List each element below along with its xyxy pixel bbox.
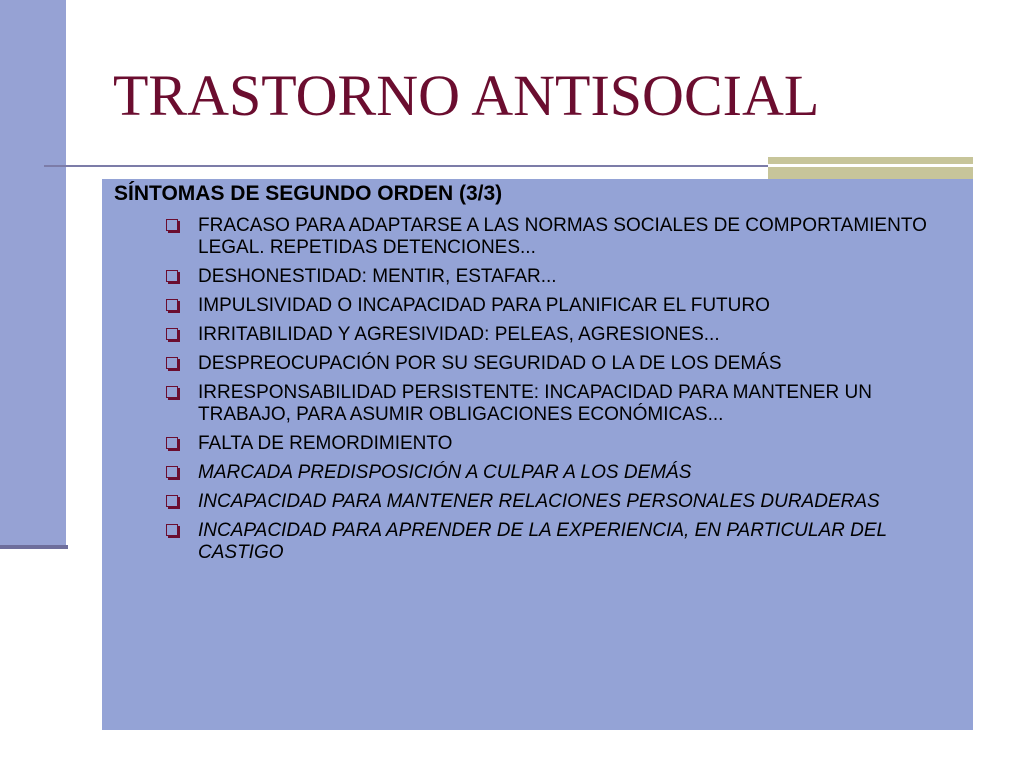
accent-bar xyxy=(768,157,973,179)
checkbox-icon xyxy=(166,219,178,231)
slide-title: TRASTORNO ANTISOCIAL xyxy=(113,63,820,128)
checkbox-icon xyxy=(166,386,178,398)
bullet-text: IRRITABILIDAD Y AGRESIVIDAD: PELEAS, AGRESIONES... xyxy=(198,324,720,345)
bullet-text: FALTA DE REMORDIMIENTO xyxy=(198,433,453,454)
bullet-item xyxy=(166,491,966,513)
bullet-text: INCAPACIDAD PARA APRENDER DE LA EXPERIENCIA, EN PARTICULAR DEL CASTIGO xyxy=(198,520,887,563)
left-bar-edge xyxy=(0,545,68,549)
bullet-item xyxy=(166,520,966,564)
bullet-item xyxy=(166,215,966,259)
bullet-item xyxy=(166,462,966,484)
bullet-item xyxy=(166,324,966,346)
bullet-text: DESPREOCUPACIÓN POR SU SEGURIDAD O LA DE LOS DEMÁS xyxy=(198,353,782,374)
checkbox-icon xyxy=(166,299,178,311)
bullet-item xyxy=(166,295,966,317)
checkbox-icon xyxy=(166,270,178,282)
left-decorative-bar xyxy=(0,0,66,545)
section-heading: SÍNTOMAS DE SEGUNDO ORDEN (3/3) xyxy=(114,182,503,205)
bullet-text: IMPULSIVIDAD O INCAPACIDAD PARA PLANIFICAR EL FUTURO xyxy=(198,295,770,316)
bullet-item xyxy=(166,266,966,288)
bullet-text: IRRESPONSABILIDAD PERSISTENTE: INCAPACIDAD PARA MANTENER UN TRABAJO, PARA ASUMIR OBLIGACIONES ECONÓMICAS... xyxy=(198,382,872,425)
bullet-text: DESHONESTIDAD: MENTIR, ESTAFAR... xyxy=(198,266,557,287)
bullet-text: FRACASO PARA ADAPTARSE A LAS NORMAS SOCIALES DE COMPORTAMIENTO LEGAL. REPETIDAS DETENCIONES... xyxy=(198,215,927,258)
bullet-item xyxy=(166,382,966,426)
checkbox-icon xyxy=(166,357,178,369)
checkbox-icon xyxy=(166,328,178,340)
bullet-text: INCAPACIDAD PARA MANTENER RELACIONES PERSONALES DURADERAS xyxy=(198,491,880,512)
checkbox-icon xyxy=(166,466,178,478)
title-divider xyxy=(44,165,770,167)
bullet-text: MARCADA PREDISPOSICIÓN A CULPAR A LOS DEMÁS xyxy=(198,462,692,483)
checkbox-icon xyxy=(166,437,178,449)
checkbox-icon xyxy=(166,524,178,536)
bullet-item xyxy=(166,353,966,375)
bullet-list xyxy=(166,215,966,571)
content-box xyxy=(102,179,973,730)
checkbox-icon xyxy=(166,495,178,507)
bullet-item xyxy=(166,433,966,455)
